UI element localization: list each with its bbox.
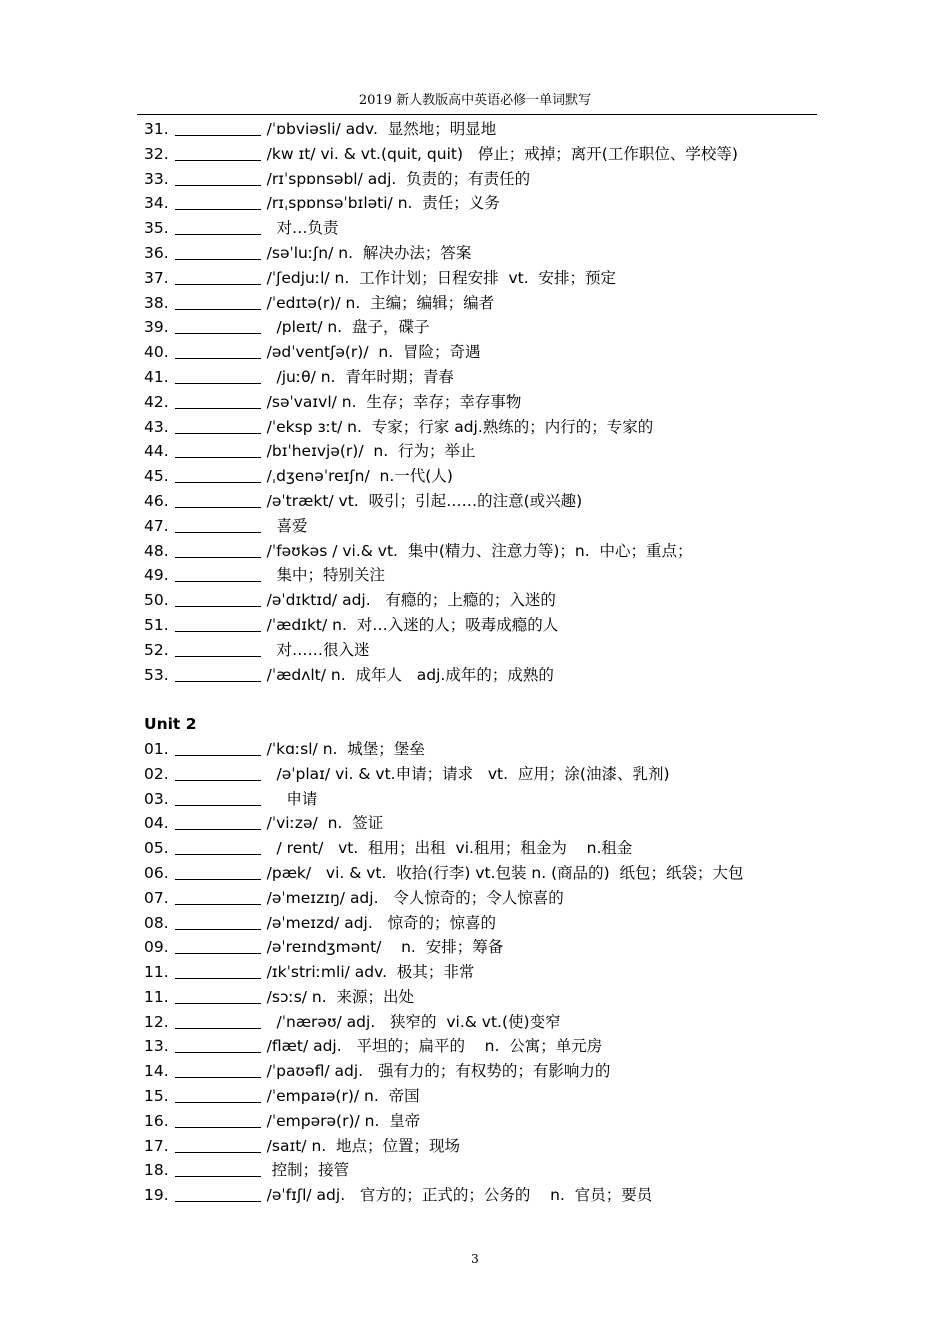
item-definition: 集中；特别关注 [266, 566, 386, 585]
vocab-item [144, 911, 834, 936]
vocab-item [144, 886, 834, 911]
item-number: 04. [144, 814, 169, 833]
item-definition: /ˈkɑːsl/ n. 城堡；堡垒 [266, 739, 425, 758]
item-number: 34. [144, 194, 169, 213]
vocab-item [144, 291, 834, 316]
item-number: 43. [144, 417, 169, 436]
item-definition: /əˈtrækt/ vt. 吸引；引起……的注意(或兴趣) [266, 491, 583, 510]
item-definition: /sɔːs/ n. 来源；出处 [266, 987, 415, 1006]
item-number: 31. [144, 120, 169, 138]
vocab-item [144, 340, 834, 365]
vocab-item [144, 191, 834, 216]
item-number: 07. [144, 888, 169, 907]
header-divider [137, 114, 817, 115]
vocab-item [144, 464, 834, 489]
vocab-item [144, 216, 834, 241]
item-definition: 喜爱 [266, 516, 308, 535]
item-definition: /ˈviːzə/ n. 签证 [266, 814, 384, 833]
item-number: 16. [144, 1111, 169, 1130]
answer-blank[interactable] [175, 268, 261, 285]
answer-blank[interactable] [175, 193, 261, 210]
item-definition: /flæt/ adj. 平坦的；扁平的 n. 公寓；单元房 [266, 1037, 603, 1056]
item-definition: / rent/ vt. 租用；出租 vi.租用；租金为 n.租金 [266, 839, 633, 858]
item-number: 50. [144, 591, 169, 610]
item-number: 33. [144, 169, 169, 188]
item-number: 51. [144, 615, 169, 634]
answer-blank[interactable] [175, 764, 261, 781]
item-number: 15. [144, 1087, 169, 1106]
item-number: 53. [144, 665, 169, 684]
item-number: 44. [144, 442, 169, 461]
vocab-item [144, 762, 834, 787]
vocab-item [144, 514, 834, 539]
item-number: 08. [144, 913, 169, 932]
item-definition: /əˈreɪndʒmənt/ n. 安排；筹备 [266, 938, 504, 957]
item-definition: /ˈedɪtə(r)/ n. 主编；编辑；编者 [266, 293, 495, 312]
vocab-item [144, 142, 834, 167]
answer-blank[interactable] [175, 1111, 261, 1128]
item-definition: /səˈvaɪvl/ n. 生存；幸存；幸存事物 [266, 392, 522, 411]
answer-blank[interactable] [175, 1086, 261, 1103]
answer-blank[interactable] [175, 590, 261, 607]
answer-blank[interactable] [175, 119, 261, 136]
answer-blank[interactable] [175, 813, 261, 830]
item-number: 13. [144, 1037, 169, 1056]
item-number: 06. [144, 863, 169, 882]
item-definition: /ɪkˈstriːmli/ adv. 极其；非常 [266, 963, 475, 982]
unit2-items [144, 737, 834, 1208]
answer-blank[interactable] [175, 392, 261, 409]
answer-blank[interactable] [175, 441, 261, 458]
item-number: 41. [144, 367, 169, 386]
item-definition: /rɪˌspɒnsəˈbɪləti/ n. 责任；义务 [266, 194, 500, 213]
vocab-item [144, 241, 834, 266]
item-definition: /bɪˈheɪvjə(r)/ n. 行为；举止 [266, 442, 476, 461]
item-definition: /ˈædʌlt/ n. 成年人 adj.成年的；成熟的 [266, 665, 554, 684]
answer-blank[interactable] [175, 665, 261, 682]
vocab-item [144, 613, 834, 638]
vocab-item [144, 1158, 834, 1183]
item-definition: /ˈeksp ɜːt/ n. 专家；行家 adj.熟练的；内行的；专家的 [266, 417, 654, 436]
item-number: 37. [144, 268, 169, 287]
item-number: 52. [144, 640, 169, 659]
answer-blank[interactable] [175, 987, 261, 1004]
item-definition: 申请 [266, 789, 318, 808]
item-definition: /kw ɪt/ vi. & vt.(quit, quit) 停止；戒掉；离开(工作职位、学校等) [266, 144, 738, 163]
vocab-item [144, 390, 834, 415]
item-number: 17. [144, 1136, 169, 1155]
vocab-item [144, 539, 834, 564]
vocab-item [144, 836, 834, 861]
vocab-item [144, 1059, 834, 1084]
vocab-item [144, 663, 834, 688]
answer-blank[interactable] [175, 838, 261, 855]
item-number: 19. [144, 1186, 169, 1205]
answer-blank[interactable] [175, 466, 261, 483]
item-number: 39. [144, 318, 169, 337]
item-definition: /əˈplaɪ/ vi. & vt.申请；请求 vt. 应用；涂(油漆、乳剂) [266, 764, 670, 783]
item-definition: /əˈdɪktɪd/ adj. 有瘾的；上瘾的；入迷的 [266, 591, 556, 610]
vocab-item [144, 1109, 834, 1134]
answer-blank[interactable] [175, 565, 261, 582]
answer-blank[interactable] [175, 789, 261, 806]
item-definition: /ˈpaʊəfl/ adj. 强有力的；有权势的；有影响力的 [266, 1062, 611, 1081]
item-definition: /əˈmeɪzɪŋ/ adj. 令人惊奇的；令人惊喜的 [266, 888, 564, 907]
vocab-item [144, 439, 834, 464]
answer-blank[interactable] [175, 962, 261, 979]
vocab-item [144, 1034, 834, 1059]
item-number: 12. [144, 1012, 169, 1031]
item-number: 46. [144, 491, 169, 510]
answer-blank[interactable] [175, 913, 261, 930]
answer-blank[interactable] [175, 640, 261, 657]
item-number: 42. [144, 392, 169, 411]
item-definition: /ˈædɪkt/ n. 对…入迷的人；吸毒成瘾的人 [266, 615, 559, 634]
answer-blank[interactable] [175, 417, 261, 434]
unit1-items [144, 117, 834, 687]
item-number: 01. [144, 739, 169, 758]
vocab-item [144, 737, 834, 762]
vocab-item [144, 117, 834, 142]
item-number: 40. [144, 343, 169, 362]
item-definition: /əˈmeɪzd/ adj. 惊奇的；惊喜的 [266, 913, 497, 932]
item-number: 48. [144, 541, 169, 560]
vocab-item [144, 861, 834, 886]
answer-blank[interactable] [175, 937, 261, 954]
answer-blank[interactable] [175, 1160, 261, 1177]
item-number: 45. [144, 467, 169, 486]
vocab-item [144, 985, 834, 1010]
item-number: 49. [144, 566, 169, 585]
item-definition: /səˈluːʃn/ n. 解决办法；答案 [266, 243, 472, 262]
answer-blank[interactable] [175, 615, 261, 632]
item-definition: 对…负责 [266, 219, 339, 238]
vocab-item [144, 1084, 834, 1109]
item-definition: /pæk/ vi. & vt. 收拾(行李) vt.包装 n. (商品的) 纸包；纸袋；大包 [266, 863, 744, 882]
item-number: 18. [144, 1161, 169, 1180]
answer-blank[interactable] [175, 888, 261, 905]
item-number: 35. [144, 219, 169, 238]
item-number: 14. [144, 1062, 169, 1081]
item-definition: /əˈfɪʃl/ adj. 官方的；正式的；公务的 n. 官员；要员 [266, 1186, 653, 1205]
vocab-item [144, 787, 834, 812]
item-number: 47. [144, 516, 169, 535]
item-number: 09. [144, 938, 169, 957]
answer-blank[interactable] [175, 739, 261, 756]
answer-blank[interactable] [175, 367, 261, 384]
vocab-item [144, 935, 834, 960]
answer-blank[interactable] [175, 541, 261, 558]
vocabulary-list [144, 117, 834, 1208]
item-definition: /ˈempərə(r)/ n. 皇帝 [266, 1111, 421, 1130]
vocab-item [144, 315, 834, 340]
page-number: 3 [471, 1252, 479, 1266]
vocab-item [144, 638, 834, 663]
answer-blank[interactable] [175, 1036, 261, 1053]
item-number: 11. [144, 987, 169, 1006]
item-number: 11. [144, 963, 169, 982]
item-definition: /ˈʃedjuːl/ n. 工作计划；日程安排 vt. 安排；预定 [266, 268, 617, 287]
item-number: 05. [144, 839, 169, 858]
vocab-item [144, 266, 834, 291]
answer-blank[interactable] [175, 1012, 261, 1029]
answer-blank[interactable] [175, 293, 261, 310]
answer-blank[interactable] [175, 243, 261, 260]
item-definition: /ˈnærəʊ/ adj. 狭窄的 vi.& vt.(使)变窄 [266, 1012, 561, 1031]
item-definition: /juːθ/ n. 青年时期；青春 [266, 367, 454, 386]
item-definition: /ˈfəʊkəs / vi.& vt. 集中(精力、注意力等)；n. 中心；重点； [266, 541, 693, 560]
vocab-item [144, 1010, 834, 1035]
item-number: 02. [144, 764, 169, 783]
vocab-item [144, 811, 834, 836]
answer-blank[interactable] [175, 342, 261, 359]
vocab-item [144, 563, 834, 588]
answer-blank[interactable] [175, 491, 261, 508]
answer-blank[interactable] [175, 1061, 261, 1078]
item-definition: /ˈɒbviəsli/ adv. 显然地；明显地 [266, 120, 497, 138]
item-definition: /ˌdʒenəˈreɪʃn/ n.一代(人) [266, 467, 453, 486]
answer-blank[interactable] [175, 863, 261, 880]
answer-blank[interactable] [175, 1185, 261, 1202]
vocab-item [144, 588, 834, 613]
item-number: 36. [144, 243, 169, 262]
vocab-item [144, 1183, 834, 1208]
item-number: 03. [144, 789, 169, 808]
vocab-item [144, 1134, 834, 1159]
answer-blank[interactable] [175, 1136, 261, 1153]
vocab-item [144, 960, 834, 985]
answer-blank[interactable] [175, 516, 261, 533]
item-number: 32. [144, 144, 169, 163]
unit2-title: Unit 2 [144, 715, 197, 734]
vocab-item [144, 415, 834, 440]
item-definition: /ˈempaɪə(r)/ n. 帝国 [266, 1087, 420, 1106]
item-definition: /ədˈventʃə(r)/ n. 冒险；奇遇 [266, 343, 481, 362]
item-number: 38. [144, 293, 169, 312]
vocab-item [144, 489, 834, 514]
answer-blank[interactable] [175, 144, 261, 161]
answer-blank[interactable] [175, 218, 261, 235]
item-definition: 控制；接管 [266, 1161, 350, 1180]
vocab-item [144, 167, 834, 192]
item-definition: 对……很入迷 [266, 640, 370, 659]
vocab-item [144, 365, 834, 390]
answer-blank[interactable] [175, 169, 261, 186]
item-definition: /saɪt/ n. 地点；位置；现场 [266, 1136, 461, 1155]
answer-blank[interactable] [175, 317, 261, 334]
section-gap [144, 687, 834, 712]
item-definition: /pleɪt/ n. 盘子，碟子 [266, 318, 430, 337]
page-header-title: 2019 新人教版高中英语必修一单词默写 [358, 93, 592, 108]
item-definition: /rɪˈspɒnsəbl/ adj. 负责的；有责任的 [266, 169, 531, 188]
